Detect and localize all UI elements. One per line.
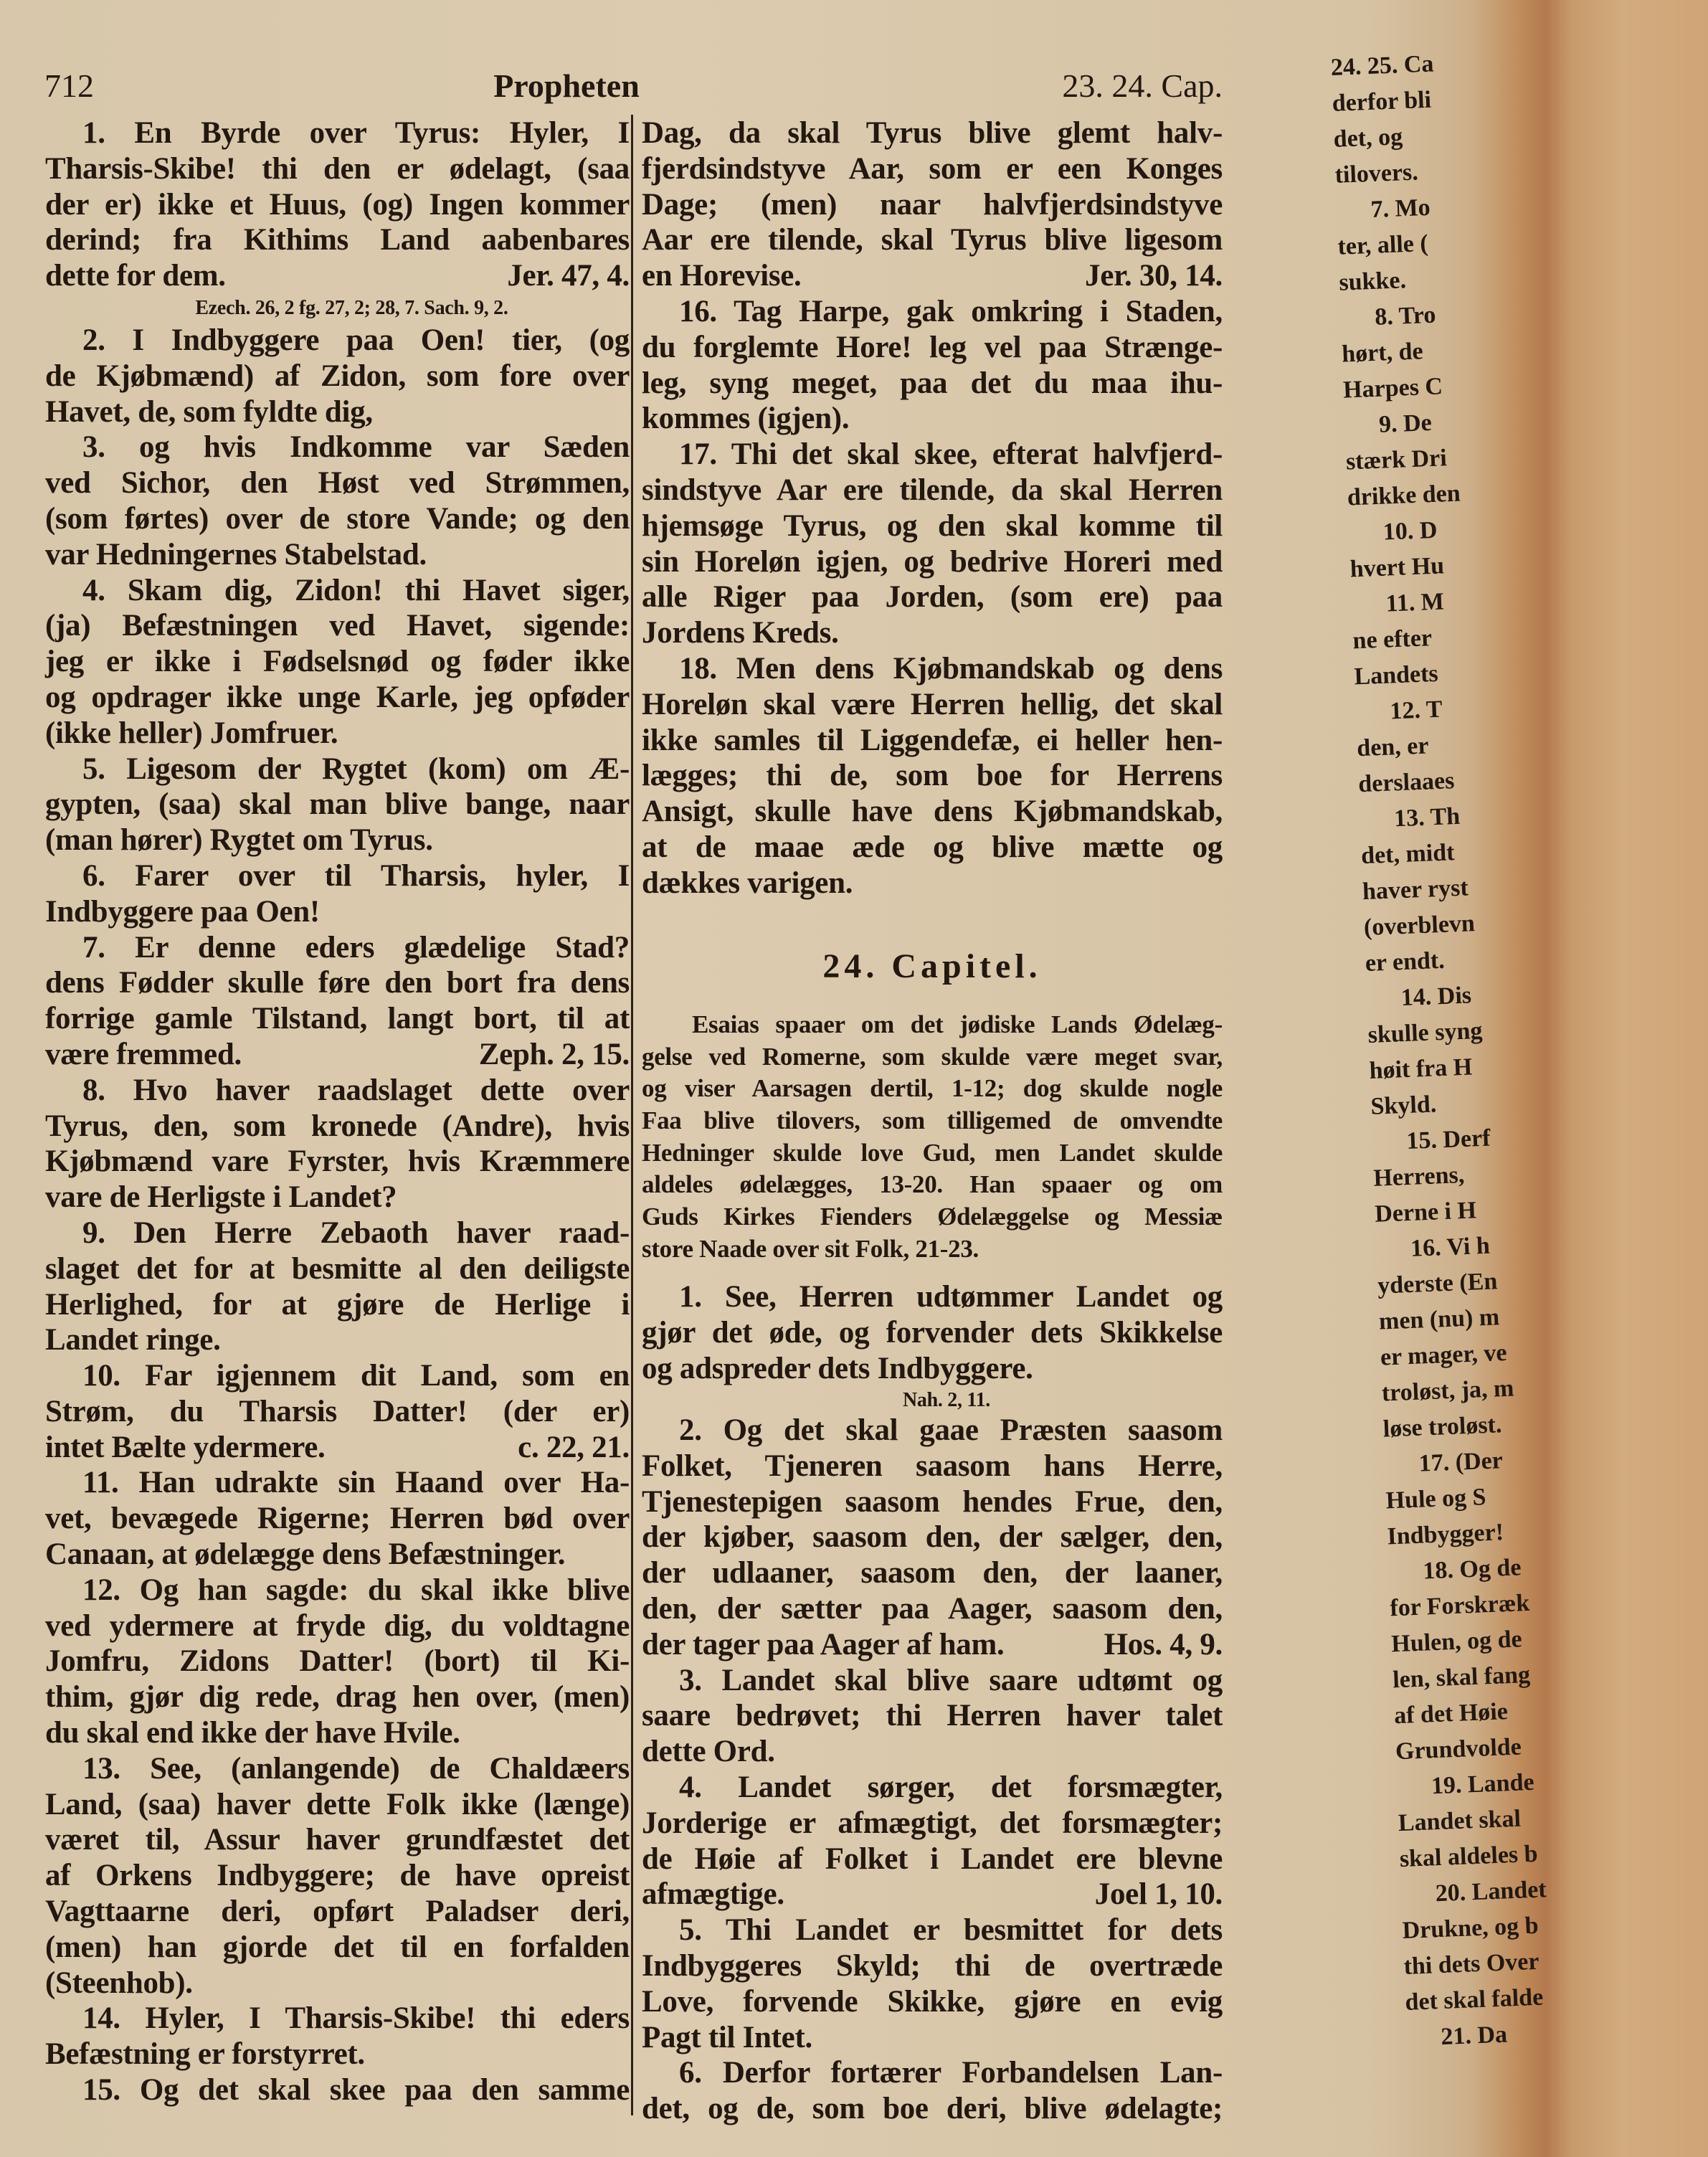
- summary-line: Guds Kirkes Fienders Ødelæggelse og Messiæ: [642, 1203, 1223, 1231]
- summary-line: gelse ved Romerne, som skulde være meget svar,: [642, 1042, 1223, 1071]
- text-line: Strøm, du Tharsis Datter! (der er): [45, 1394, 630, 1428]
- facing-page-line: Indbygger!: [1386, 1519, 1504, 1550]
- text-line: leg, syng meget, paa det du maa ihu-: [642, 366, 1223, 400]
- facing-page-line: den, er: [1356, 732, 1430, 762]
- facing-page-line: er mager, ve: [1380, 1339, 1508, 1371]
- text-line: 17. Thi det skal skee, efterat halvfjerd-: [679, 437, 1223, 472]
- text-line: sin Horeløn igjen, og bedrive Horeri med: [642, 544, 1223, 579]
- facing-page-line: Derne i H: [1374, 1197, 1477, 1228]
- text-line: vare de Herligste i Landet?: [45, 1180, 397, 1215]
- text-line: (men) han gjorde det til en forfalden: [45, 1930, 630, 1964]
- text-line: 9. Den Herre Zebaoth haver raad-: [82, 1215, 630, 1250]
- facing-page-line: tilovers.: [1334, 158, 1419, 189]
- text-line: 4. Skam dig, Zidon! thi Havet siger,: [82, 573, 630, 607]
- text-line: [45, 258, 630, 294]
- page-number: 712: [44, 67, 94, 104]
- text-line: Befæstning er forstyrret.: [45, 2037, 365, 2072]
- text-line: derind; fra Kithims Land aabenbares: [45, 223, 630, 257]
- summary-line: Esaias spaaer om det jødiske Lands Ødelæg-: [692, 1010, 1223, 1038]
- right-column-bottom: [642, 1413, 1223, 2127]
- text-line: 3. Landet skal blive saare udtømt og: [679, 1663, 1223, 1697]
- verse-paragraph: [45, 752, 630, 858]
- text-line: [642, 258, 1223, 294]
- text-line: 11. Han udrakte sin Haand over Ha-: [82, 1466, 630, 1500]
- text-line: (Steenhob).: [45, 1966, 193, 2000]
- chapter-summary: [642, 1009, 1223, 1266]
- facing-page-line: Skyld.: [1370, 1091, 1437, 1120]
- facing-page-line: 7. Mo: [1370, 194, 1431, 223]
- facing-page-line: (overblevn: [1363, 910, 1476, 942]
- line-text: være fremmed.: [45, 1037, 242, 1071]
- verse-paragraph: [45, 1465, 630, 1572]
- cross-references: Nah. 2, 11.: [903, 1389, 990, 1412]
- verse-paragraph: [45, 930, 630, 1073]
- text-line: Havet, de, som fyldte dig,: [45, 394, 373, 429]
- text-line: 6. Farer over til Tharsis, hyler, I: [82, 858, 630, 893]
- facing-page-line: hvert Hu: [1349, 552, 1445, 583]
- text-line: ved ydermere at fryde dig, du voldtagne: [45, 1608, 630, 1643]
- text-line: du skal end ikke der have Hvile.: [45, 1716, 460, 1750]
- verse-paragraph: [45, 858, 630, 930]
- text-line: vet, bevægede Rigerne; Herren bød over: [45, 1502, 630, 1536]
- facing-page-line: det, og: [1333, 123, 1403, 153]
- text-line: (som førtes) over de store Vande; og den: [45, 501, 630, 536]
- facing-page-line: skulle syng: [1367, 1017, 1484, 1048]
- text-line: været til, Assur haver grundfæstet det: [45, 1823, 630, 1857]
- text-line: 13. See, (anlangende) de Chaldæers: [82, 1751, 630, 1786]
- facing-page-line: Harpes C: [1342, 373, 1443, 404]
- facing-page-line: Herrens,: [1372, 1161, 1465, 1192]
- facing-page-line: sukke.: [1338, 267, 1407, 296]
- text-line: Land, (saa) haver dette Folk ikke (længe): [45, 1787, 630, 1821]
- text-line: [45, 1430, 630, 1466]
- text-line: [45, 1037, 630, 1073]
- running-title: Propheten: [493, 67, 640, 104]
- text-line: det, og de, som boe deri, blive ødelagte;: [642, 2092, 1223, 2126]
- text-line: Kjøbmænd vare Fyrster, hvis Kræmmere: [45, 1144, 630, 1179]
- verse-paragraph: [45, 1751, 630, 2001]
- facing-page: [1330, 39, 1708, 2057]
- facing-page-line: hørt, de: [1341, 338, 1424, 368]
- facing-page-line: 19. Lande: [1431, 1768, 1535, 1800]
- text-line: ved Sichor, den Høst ved Strømmen,: [45, 466, 630, 501]
- facing-page-line: det, midt: [1360, 839, 1456, 870]
- text-line: [642, 1627, 1223, 1663]
- facing-page-line: Drukne, og b: [1402, 1912, 1539, 1945]
- text-line: 3. og hvis Indkomme var Sæden: [82, 430, 630, 465]
- text-line: alle Riger paa Jorden, (som ere) paa: [642, 580, 1223, 615]
- text-line: 12. Og han sagde: du skal ikke blive: [82, 1573, 630, 1607]
- text-line: Pagt til Intet.: [642, 2020, 812, 2054]
- text-line: dens Fødder skulle føre den bort fra dens: [45, 966, 630, 1000]
- scripture-reference: Hos. 4, 9.: [1104, 1627, 1223, 1661]
- text-line: og opdrager ikke unge Karle, jeg opføder: [45, 680, 630, 714]
- verse-paragraph: [45, 323, 630, 430]
- text-line: (ikke heller) Jomfruer.: [45, 716, 338, 750]
- facing-page-line: for Forskræk: [1389, 1589, 1530, 1622]
- verse-paragraph: [642, 1663, 1223, 1770]
- cross-references: Ezech. 26, 2 fg. 27, 2; 28, 7. Sach. 9, 2.: [195, 296, 508, 319]
- text-line: den, der sætter paa Aager, saasom den,: [642, 1591, 1223, 1626]
- facing-page-line: Hule og S: [1385, 1484, 1487, 1514]
- text-line: du forglemte Hore! leg vel paa Strænge-: [642, 330, 1223, 364]
- facing-page-line: 21. Da: [1440, 2021, 1508, 2051]
- summary-line: store Naade over sit Folk, 21-23.: [642, 1234, 979, 1263]
- facing-page-line: 13. Th: [1393, 802, 1461, 833]
- facing-page-line: troløst, ja, m: [1381, 1375, 1514, 1407]
- scripture-reference: Jer. 30, 14.: [1085, 259, 1223, 293]
- facing-page-line: 9. De: [1378, 409, 1433, 438]
- verse-paragraph: [45, 1573, 630, 1751]
- text-line: gjør det øde, og forvender dets Skikkelse: [642, 1315, 1223, 1350]
- text-line: Tyrus, den, som kronede (Andre), hvis: [45, 1109, 630, 1143]
- text-line: der kjøber, saasom den, der sælger, den,: [642, 1520, 1223, 1555]
- text-line: hjemsøge Tyrus, og den skal komme til: [642, 508, 1223, 543]
- line-text: en Horevise.: [642, 259, 802, 293]
- text-line: lægges; thi de, som boe for Herrens: [642, 759, 1223, 793]
- facing-page-line: stærk Dri: [1345, 445, 1448, 475]
- verse-paragraph: [642, 1770, 1223, 1912]
- verse-paragraph: [45, 573, 630, 752]
- text-line: Love, forvende Skikke, gjøre en evig: [642, 1984, 1223, 2019]
- facing-page-line: 12. T: [1389, 696, 1443, 725]
- right-column-verse-1: [642, 1279, 1223, 1415]
- text-line: dækkes varigen.: [642, 866, 853, 900]
- verse-paragraph: [642, 294, 1223, 437]
- text-line: 4. Landet sørger, det forsmægter,: [679, 1770, 1223, 1804]
- text-line: Vagttaarne deri, opført Paladser deri,: [45, 1895, 630, 1929]
- text-line: gypten, (saa) skal man blive bange, naar: [45, 787, 630, 822]
- scripture-reference: c. 22, 21.: [518, 1430, 630, 1464]
- text-line: 1. En Byrde over Tyrus: Hyler, I: [82, 116, 630, 150]
- verse-paragraph: [642, 1912, 1223, 2055]
- verse-paragraph: [45, 1215, 630, 1358]
- facing-page-line: ne efter: [1352, 625, 1433, 655]
- text-line: Canaan, at ødelægge dens Befæstninger.: [45, 1537, 566, 1572]
- facing-page-line: 10. D: [1382, 516, 1438, 546]
- facing-page-line: drikke den: [1347, 480, 1461, 511]
- verse-paragraph: [642, 1279, 1223, 1415]
- scripture-reference: Jer. 47, 4.: [507, 259, 630, 293]
- facing-page-line: 16. Vi h: [1410, 1232, 1491, 1262]
- right-column-top: [642, 115, 1223, 901]
- facing-page-line: len, skal fang: [1392, 1661, 1531, 1694]
- facing-page-line: thi dets Over: [1403, 1948, 1540, 1981]
- text-line: 2. Og det skal gaae Præsten saasom: [679, 1413, 1223, 1447]
- text-line: (man hører) Rygtet om Tyrus.: [45, 823, 433, 858]
- text-line: Horeløn skal være Herren hellig, det skal: [642, 687, 1223, 721]
- text-line: dette Ord.: [642, 1735, 775, 1769]
- line-text: intet Bælte ydermere.: [45, 1430, 326, 1464]
- facing-page-line: løse troløst.: [1382, 1411, 1503, 1443]
- text-line: af Orkens Indbyggere; de have opreist: [45, 1859, 630, 1893]
- facing-page-line: 11. M: [1385, 588, 1445, 617]
- facing-page-line: haver ryst: [1362, 874, 1469, 906]
- verse-paragraph: [642, 651, 1223, 901]
- text-line: de Høie af Folket i Landet ere blevne: [642, 1841, 1223, 1876]
- verse-paragraph: [642, 437, 1223, 651]
- line-text: dette for dem.: [45, 259, 226, 293]
- facing-page-line: det skal falde: [1404, 1983, 1544, 2016]
- facing-page-line: derfor bli: [1332, 86, 1432, 117]
- facing-page-line: 20. Landet: [1435, 1876, 1547, 1907]
- text-line: slaget det for at besmitte al den deiligste: [45, 1251, 630, 1286]
- text-line: Tjenestepigen saasom hendes Frue, den,: [642, 1484, 1223, 1519]
- text-line: Folket, Tjeneren saasom hans Herre,: [642, 1449, 1223, 1483]
- line-text: afmægtige.: [642, 1877, 784, 1912]
- scripture-reference: Zeph. 2, 15.: [478, 1037, 630, 1071]
- facing-page-line: Hulen, og de: [1390, 1626, 1523, 1658]
- text-line: 7. Er denne eders glædelige Stad?: [82, 930, 630, 964]
- text-line: fjerdsindstyve Aar, som er een Konges: [642, 151, 1223, 186]
- facing-page-line: Landets: [1353, 660, 1439, 691]
- facing-page-line: af det Høie: [1393, 1698, 1509, 1730]
- text-line: der er) ikke et Huus, (og) Ingen kommer: [45, 187, 630, 222]
- verse-paragraph: [45, 2072, 630, 2108]
- verse-paragraph: [45, 2001, 630, 2072]
- text-line: de Kjøbmænd) af Zidon, som fore over: [45, 359, 630, 393]
- facing-page-line: er endt.: [1365, 947, 1446, 977]
- text-line: var Hedningernes Stabelstad.: [45, 537, 427, 572]
- text-line: kommes (igjen).: [642, 402, 850, 436]
- text-line: 15. Og det skal skee paa den samme: [82, 2073, 630, 2108]
- verse-paragraph: [45, 1073, 630, 1215]
- text-line: at de maae æde og blive mætte og: [642, 830, 1223, 864]
- text-line: 18. Men dens Kjøbmandskab og dens: [679, 651, 1223, 686]
- facing-page-line: Landet skal: [1398, 1805, 1522, 1837]
- facing-page-line: 18. Og de: [1422, 1554, 1522, 1585]
- text-line: forrige gamle Tilstand, langt bort, til at: [45, 1002, 630, 1036]
- text-line: Dag, da skal Tyrus blive glemt halv-: [642, 116, 1223, 150]
- chapter-range: 23. 24. Cap.: [1062, 67, 1223, 104]
- text-line: 5. Thi Landet er besmittet for dets: [679, 1913, 1223, 1948]
- summary-line: aldeles ødelægges, 13-20. Han spaaer og om: [642, 1170, 1223, 1199]
- text-line: Indbyggeres Skyld; thi de overtræde: [642, 1948, 1223, 1983]
- text-line: Dage; (men) naar halvfjerdsindstyve: [642, 187, 1223, 222]
- facing-page-line: 17. (Der: [1418, 1447, 1504, 1477]
- facing-page-line: 15. Derf: [1405, 1124, 1491, 1155]
- line-text: der tager paa Aager af ham.: [642, 1627, 1005, 1661]
- summary-line: og viser Aarsagen dertil, 1-12; dog skulde nogle: [642, 1074, 1223, 1103]
- text-line: 6. Derfor fortærer Forbandelsen Lan-: [679, 2056, 1223, 2090]
- text-line: thim, gjør dig rede, drag hen over, (men): [45, 1680, 630, 1715]
- text-line: Ansigt, skulle have dens Kjøbmandskab,: [642, 795, 1223, 829]
- verse-paragraph: [45, 430, 630, 572]
- text-line: jeg er ikke i Fødselsnød og føder ikke: [45, 645, 630, 679]
- text-line: (ja) Befæstningen ved Havet, sigende:: [45, 609, 630, 643]
- text-line: Landet ringe.: [45, 1323, 221, 1357]
- text-line: 10. Far igjennem dit Land, som en: [82, 1359, 630, 1393]
- facing-page-line: skal aldeles b: [1399, 1840, 1539, 1873]
- text-line: saare bedrøvet; thi Herren haver talet: [642, 1699, 1223, 1733]
- facing-page-line: 8. Tro: [1374, 301, 1437, 331]
- verse-paragraph: [642, 115, 1223, 294]
- facing-page-line: Grundvolde: [1395, 1733, 1522, 1765]
- verse-paragraph: [45, 115, 630, 323]
- verse-paragraph: [642, 1413, 1223, 1663]
- verse-paragraph: [45, 1358, 630, 1465]
- text-line: og adspreder dets Indbyggere.: [642, 1351, 1033, 1385]
- text-line: Jordens Kreds.: [642, 616, 839, 650]
- text-line: 8. Hvo haver raadslaget dette over: [82, 1073, 630, 1107]
- text-line: Indbyggere paa Oen!: [45, 894, 320, 929]
- verse-paragraph: [642, 2055, 1223, 2127]
- facing-page-line: ter, alle (: [1337, 229, 1429, 260]
- facing-page-line: yderste (En: [1377, 1268, 1498, 1299]
- facing-page-line: 24. 25. Ca: [1330, 50, 1435, 81]
- text-line: 14. Hyler, I Tharsis-Skibe! thi eders: [82, 2001, 630, 2036]
- text-line: Tharsis-Skibe! thi den er ødelagt, (saa: [45, 151, 630, 186]
- text-line: Herlighed, for at gjøre de Herlige i: [45, 1287, 630, 1322]
- text-line: Aar ere tilende, skal Tyrus blive ligesom: [642, 223, 1223, 257]
- scripture-reference: Joel 1, 10.: [1094, 1877, 1223, 1912]
- text-line: 1. See, Herren udtømmer Landet og: [679, 1280, 1223, 1314]
- text-line: 16. Tag Harpe, gak omkring i Staden,: [679, 294, 1223, 328]
- text-line: der udlaaner, saasom den, der laaner,: [642, 1556, 1223, 1591]
- summary-line: Faa blive tilovers, som tilligemed de omvendte: [642, 1106, 1223, 1135]
- column-divider: [631, 115, 633, 2115]
- text-line: Jomfru, Zidons Datter! (bort) til Ki-: [45, 1644, 630, 1679]
- text-line: sindstyve Aar ere tilende, da skal Herren: [642, 473, 1223, 507]
- summary-line: Hedninger skulde love Gud, men Landet skulde: [642, 1138, 1223, 1167]
- facing-page-line: men (nu) m: [1378, 1304, 1500, 1335]
- facing-page-line: høit fra H: [1368, 1053, 1473, 1084]
- text-line: Jorderige er afmægtigt, det forsmægter;: [642, 1806, 1223, 1840]
- facing-page-line: derslaaes: [1357, 767, 1456, 798]
- text-line: [642, 1877, 1223, 1912]
- text-line: 5. Ligesom der Rygtet (kom) om Æ-: [82, 752, 630, 786]
- text-line: ikke samles til Liggendefæ, ei heller hen-: [642, 723, 1223, 757]
- chapter-heading: 24. Capitel.: [822, 947, 1042, 985]
- text-line: 2. I Indbyggere paa Oen! tier, (og: [82, 323, 630, 357]
- facing-page-line: 14. Dis: [1400, 982, 1472, 1012]
- left-column: [45, 115, 630, 2108]
